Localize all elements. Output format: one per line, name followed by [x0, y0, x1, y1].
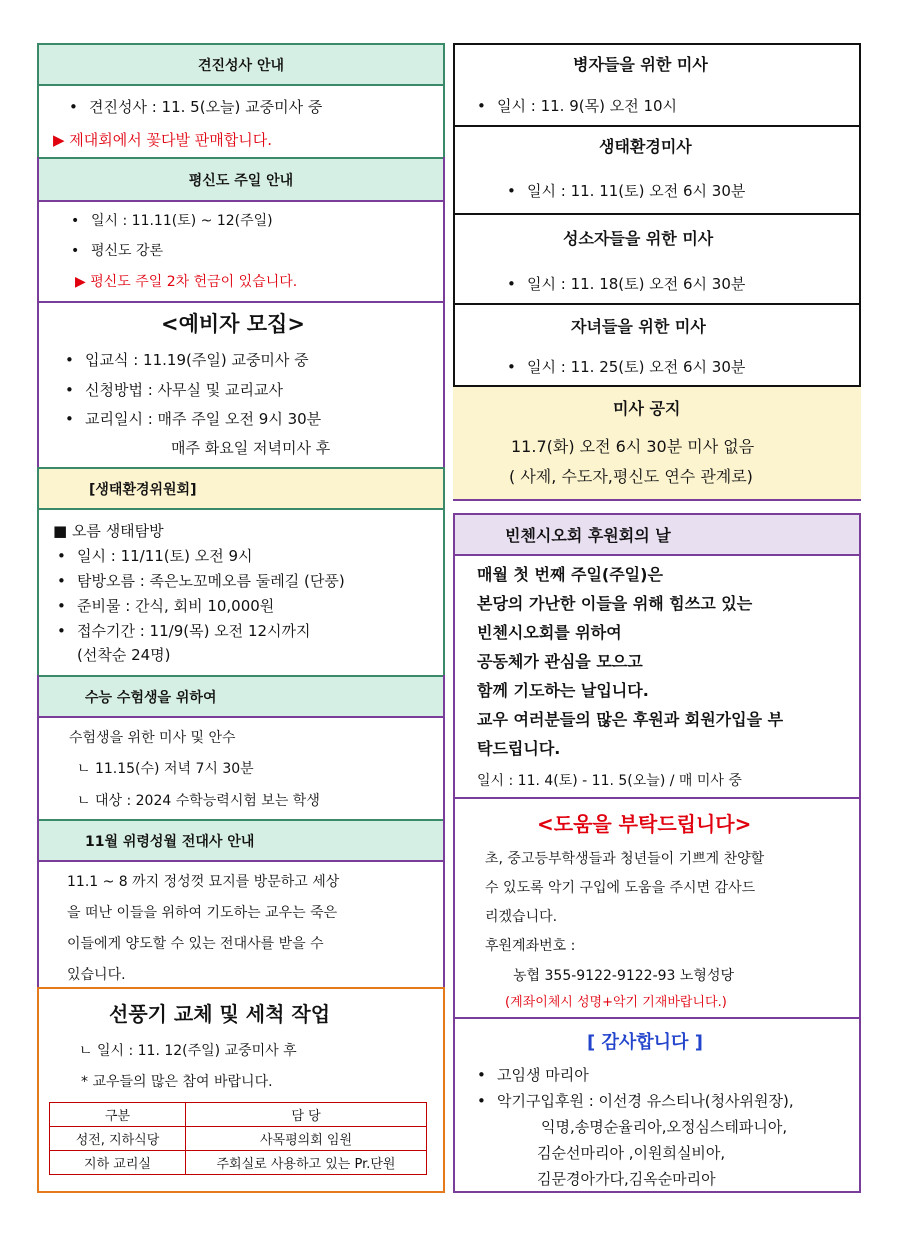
section-title: 견진성사 안내 [39, 45, 443, 86]
body-text: 있습니다. [67, 967, 126, 983]
list-item: • 일시 : 11. 9(목) 오전 10시 [497, 96, 677, 116]
section-title: 평신도 주일 안내 [39, 157, 443, 202]
list-item: 매주 화요일 저녁미사 후 [171, 439, 331, 457]
account-label: 후원계좌번호 : [485, 938, 576, 954]
table-row [50, 1151, 427, 1175]
body-text: 초, 중고등부학생들과 청년들이 기쁘게 찬양할 [485, 851, 765, 867]
section-title: 생태환경미사 [599, 137, 692, 156]
notice-text: ( 사제, 수도자,평신도 연수 관계로) [509, 467, 753, 486]
list-item: • 악기구입후원 : 이선경 유스티나(청사위원장), [497, 1091, 794, 1111]
confirmation-section [37, 43, 445, 159]
ecology-section [37, 467, 445, 677]
indulgence-section [37, 819, 445, 989]
eco-mass-section [453, 125, 861, 215]
body-text: 매월 첫 번째 주일(주일)은 [477, 565, 663, 584]
list-item: • 신청방법 : 사무실 및 교리교사 [85, 380, 283, 400]
body-text: 빈첸시오회를 위하여 [477, 623, 622, 642]
notice-text: ▶ 제대회에서 꽃다발 판매합니다. [53, 131, 272, 149]
list-item: • 일시 : 11. 11(토) 오전 6시 30분 [527, 181, 745, 201]
section-title: 미사 공지 [613, 399, 681, 418]
section-title: 자녀들을 위한 미사 [571, 317, 706, 336]
list-item: • 일시 : 11. 25(토) 오전 6시 30분 [527, 357, 745, 377]
table-cell: 지하 교리실 [50, 1151, 186, 1175]
section-title: <도움을 부탁드립니다> [537, 812, 752, 836]
section-title: <예비자 모집> [161, 312, 305, 336]
list-item: 수험생을 위한 미사 및 안수 [69, 730, 236, 746]
section-title: [ 감사합니다 ] [587, 1032, 703, 1053]
table-cell: 주회실로 사용하고 있는 Pr.단원 [186, 1151, 427, 1175]
notice-text: 11.7(화) 오전 6시 30분 미사 없음 [511, 437, 755, 456]
catechumen-section [37, 301, 445, 469]
table-header: 담 당 [186, 1103, 427, 1127]
list-item: * 교우들의 많은 참여 바랍니다. [81, 1074, 273, 1090]
help-section [453, 797, 861, 1019]
table-header: 구분 [50, 1103, 186, 1127]
list-item: • 일시 : 11. 18(토) 오전 6시 30분 [527, 274, 745, 294]
list-heading: ■ 오름 생태탐방 [53, 522, 164, 540]
list-item: ㄴ 대상 : 2024 수학능력시험 보는 학생 [77, 793, 320, 809]
right-column [453, 43, 861, 1193]
assignment-table [49, 1102, 427, 1175]
left-column [37, 43, 445, 1193]
date-text: 일시 : 11. 4(토) - 11. 5(오늘) / 매 미사 중 [477, 773, 742, 789]
body-text: 리겠습니다. [485, 909, 558, 925]
section-title: 병자들을 위한 미사 [573, 55, 708, 74]
list-item: • 입교식 : 11.19(주일) 교중미사 중 [85, 350, 309, 370]
list-item: • 탐방오름 : 족은노꼬메오름 둘레길 (단풍) [77, 571, 345, 591]
body-text: 함께 기도하는 날입니다. [477, 681, 649, 700]
account-number: 농협 355-9122-9122-93 노형성당 [513, 968, 734, 984]
list-item: • 준비물 : 간식, 회비 10,000원 [77, 596, 274, 616]
body-text: 이들에게 양도할 수 있는 전대사를 받을 수 [67, 936, 324, 952]
section-title: 선풍기 교체 및 세척 작업 [109, 1002, 331, 1026]
list-item: • 교리일시 : 매주 주일 오전 9시 30분 [85, 409, 321, 429]
table-cell: 사목평의회 임원 [186, 1127, 427, 1151]
list-item: • 평신도 강론 [91, 241, 163, 261]
list-item: ㄴ 일시 : 11. 12(주일) 교중미사 후 [79, 1043, 297, 1059]
children-mass-section [453, 303, 861, 387]
saints-mass-section [453, 213, 861, 305]
list-item: 김순선마리아 ,이원희실비아, [537, 1144, 726, 1162]
body-text: 11.1 ~ 8 까지 정성껏 묘지를 방문하고 세상 [67, 874, 340, 890]
mass-notice-section [453, 387, 861, 501]
body-text: 을 떠난 이들을 위하여 기도하는 교우는 죽은 [67, 905, 338, 921]
body-text: 수 있도록 악기 구입에 도움을 주시면 감사드 [485, 880, 756, 896]
notice-text: (계좌이체시 성명+악기 기재바랍니다.) [505, 995, 727, 1010]
vincent-section [453, 513, 861, 799]
list-item: 김문경아가다,김옥순마리아 [537, 1170, 716, 1188]
body-text: 공동체가 관심을 모으고 [477, 652, 643, 671]
list-item: ㄴ 11.15(수) 저녁 7시 30분 [77, 761, 254, 777]
table-cell: 성전, 지하식당 [50, 1127, 186, 1151]
lay-sunday-section [37, 157, 445, 303]
section-title: 11월 위령성월 전대사 안내 [39, 819, 443, 862]
body-text: 교우 여러분들의 많은 후원과 회원가입을 부 [477, 710, 784, 729]
table-row [50, 1127, 427, 1151]
exam-section [37, 675, 445, 821]
section-title: 수능 수험생을 위하여 [39, 675, 443, 718]
list-item: • 고임생 마리아 [497, 1065, 589, 1085]
list-item: • 일시 : 11.11(토) ~ 12(주일) [91, 211, 273, 231]
list-item: (선착순 24명) [77, 646, 171, 664]
list-item: • 견진성사 : 11. 5(오늘) 교중미사 중 [89, 97, 322, 117]
section-title: 성소자들을 위한 미사 [563, 229, 714, 248]
section-title: [생태환경위원회] [39, 469, 443, 510]
list-item: • 접수기간 : 11/9(목) 오전 12시까지 [77, 621, 311, 641]
notice-text: ▶ 평신도 주일 2차 헌금이 있습니다. [75, 274, 298, 290]
fan-cleaning-section [37, 987, 445, 1193]
thanks-section [453, 1017, 861, 1193]
list-item: 익명,송명순율리아,오정심스테파니아, [541, 1118, 788, 1136]
table-header-row [50, 1103, 427, 1127]
body-text: 탁드립니다. [477, 739, 561, 758]
body-text: 본당의 가난한 이들을 위해 힘쓰고 있는 [477, 594, 753, 613]
sick-mass-section [453, 43, 861, 127]
section-title: 빈첸시오회 후원회의 날 [455, 515, 859, 556]
list-item: • 일시 : 11/11(토) 오전 9시 [77, 546, 253, 566]
